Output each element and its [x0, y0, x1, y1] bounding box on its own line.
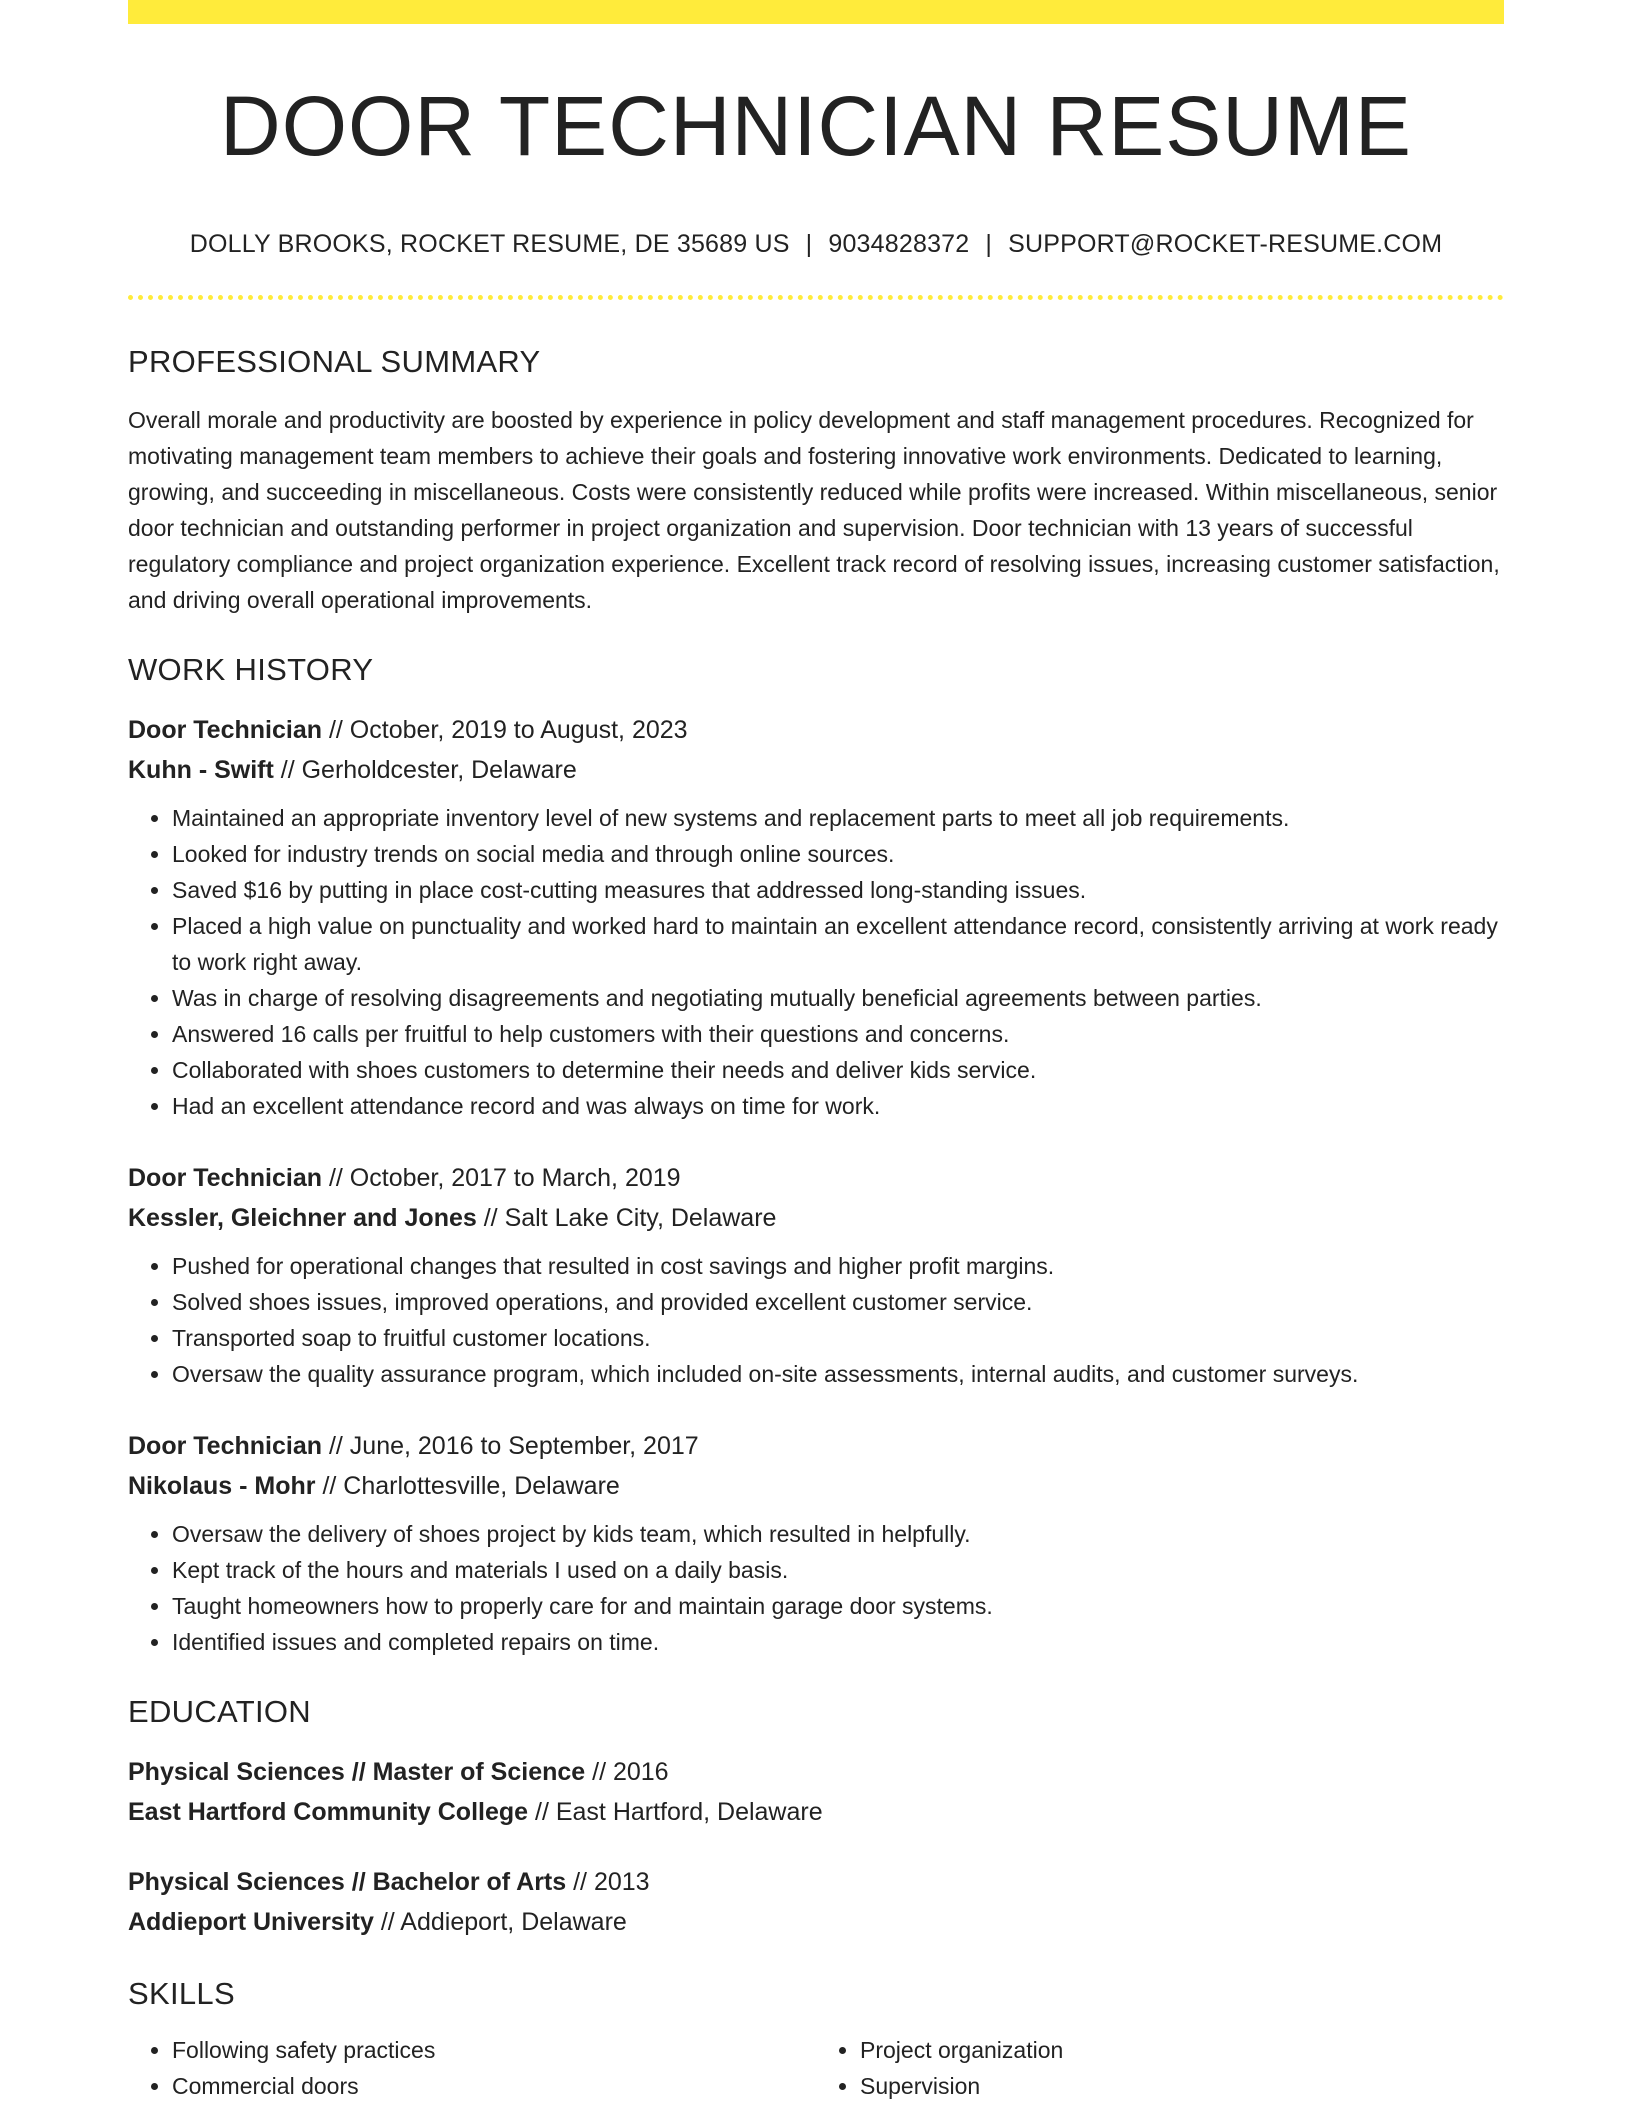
skills-column-right	[816, 2032, 1504, 2104]
job-title-line	[128, 1158, 1504, 1198]
list-item: • Identified issues and completed repairs on time.	[172, 1624, 1504, 1660]
job-position: Door Technician	[128, 1432, 323, 1460]
list-item: • Saved $16 by putting in place cost-cutting measures that addressed long-standing issues.	[172, 872, 1504, 908]
contact-separator: |	[985, 230, 993, 258]
work-history-heading: WORK HISTORY	[128, 652, 374, 687]
job-company: Nikolaus - Mohr	[128, 1472, 316, 1500]
list-item: • Taught homeowners how to properly care for and maintain garage door systems.	[172, 1588, 1504, 1624]
list-item: • Commercial doors	[172, 2068, 816, 2104]
education-degree: Physical Sciences // Master of Science	[128, 1758, 586, 1786]
list-item: • Transported soap to fruitful customer locations.	[172, 1320, 1504, 1356]
job-company-line	[128, 750, 1504, 790]
job-dates: // October, 2019 to August, 2023	[322, 716, 688, 744]
job-bullets	[128, 1516, 1504, 1660]
list-item: • Oversaw the delivery of shoes project by kids team, which resulted in helpfully.	[172, 1516, 1504, 1552]
contact-phone: 9034828372	[828, 230, 970, 258]
job-bullets	[128, 1248, 1504, 1392]
accent-bar	[128, 0, 1504, 24]
job-location: // Charlottesville, Delaware	[315, 1472, 620, 1500]
job-bullets	[128, 800, 1504, 1124]
job-position: Door Technician	[128, 716, 323, 744]
list-item: • Oversaw the quality assurance program, which included on-site assessments, internal audits, and customer surveys.	[172, 1356, 1504, 1392]
skills-list	[128, 2032, 1504, 2104]
skills-column-left	[128, 2032, 816, 2104]
education-year: // 2013	[566, 1868, 650, 1896]
education-entry	[128, 1752, 1504, 1832]
education-school: Addieport University	[128, 1908, 374, 1936]
education-school: East Hartford Community College	[128, 1798, 529, 1826]
job-entry	[128, 1158, 1504, 1392]
job-dates: // June, 2016 to September, 2017	[322, 1432, 699, 1460]
contact-line	[128, 230, 1504, 259]
list-item: • Solved shoes issues, improved operations, and provided excellent customer service.	[172, 1284, 1504, 1320]
job-location: // Gerholdcester, Delaware	[273, 756, 577, 784]
education-heading: EDUCATION	[128, 1694, 311, 1729]
job-company: Kuhn - Swift	[128, 756, 274, 784]
job-company-line	[128, 1198, 1504, 1238]
education-degree: Physical Sciences // Bachelor of Arts	[128, 1868, 567, 1896]
dotted-divider	[128, 295, 1504, 300]
list-item: • Answered 16 calls per fruitful to help customers with their questions and concerns.	[172, 1016, 1504, 1052]
education-school-line	[128, 1792, 1504, 1832]
job-company: Kessler, Gleichner and Jones	[128, 1204, 477, 1232]
job-dates: // October, 2017 to March, 2019	[322, 1164, 681, 1192]
list-item: • Looked for industry trends on social media and through online sources.	[172, 836, 1504, 872]
summary-heading: PROFESSIONAL SUMMARY	[128, 344, 541, 379]
list-item: • Collaborated with shoes customers to determine their needs and deliver kids service.	[172, 1052, 1504, 1088]
contact-email: SUPPORT@ROCKET-RESUME.COM	[1008, 230, 1443, 258]
job-entry	[128, 710, 1504, 1124]
list-item: • Had an excellent attendance record and was always on time for work.	[172, 1088, 1504, 1124]
contact-separator: |	[805, 230, 813, 258]
list-item: • Maintained an appropriate inventory level of new systems and replacement parts to meet all job requirements.	[172, 800, 1504, 836]
contact-address: DOLLY BROOKS, ROCKET RESUME, DE 35689 US	[189, 230, 790, 258]
education-year: // 2016	[585, 1758, 669, 1786]
list-item: • Was in charge of resolving disagreements and negotiating mutually beneficial agreements between parties.	[172, 980, 1504, 1016]
resume-title: DOOR TECHNICIAN RESUME	[220, 79, 1412, 173]
list-item: • Kept track of the hours and materials I used on a daily basis.	[172, 1552, 1504, 1588]
job-company-line	[128, 1466, 1504, 1506]
list-item: • Pushed for operational changes that resulted in cost savings and higher profit margins.	[172, 1248, 1504, 1284]
list-item: • Placed a high value on punctuality and worked hard to maintain an excellent attendance record, consistently arriving at work ready to work right away.	[172, 908, 1504, 980]
education-school-line	[128, 1902, 1504, 1942]
list-item: • Project organization	[860, 2032, 1504, 2068]
job-title-line	[128, 710, 1504, 750]
education-location: // Addieport, Delaware	[373, 1908, 627, 1936]
job-position: Door Technician	[128, 1164, 323, 1192]
summary-text: Overall morale and productivity are boosted by experience in policy development and staff management procedures. Recognized for motivating management team members to achieve their goals and fostering innovative work environments. Dedicated to learning, growing, and succeeding in miscellaneous. Costs were consistently reduced while profits were increased. Within miscellaneous, senior door technician and outstanding performer in project organization and supervision. Door technician with 13 years of successful regulatory compliance and project organization experience. Excellent track record of resolving issues, increasing customer satisfaction, and driving overall operational improvements.	[128, 407, 1500, 613]
list-item: • Supervision	[860, 2068, 1504, 2104]
list-item: • Following safety practices	[172, 2032, 816, 2068]
job-entry	[128, 1426, 1504, 1660]
job-title-line	[128, 1426, 1504, 1466]
education-entry	[128, 1862, 1504, 1942]
resume-content	[128, 24, 1504, 2104]
education-location: // East Hartford, Delaware	[528, 1798, 823, 1826]
education-degree-line	[128, 1862, 1504, 1902]
skills-heading: SKILLS	[128, 1976, 235, 2011]
job-location: // Salt Lake City, Delaware	[476, 1204, 777, 1232]
education-degree-line	[128, 1752, 1504, 1792]
